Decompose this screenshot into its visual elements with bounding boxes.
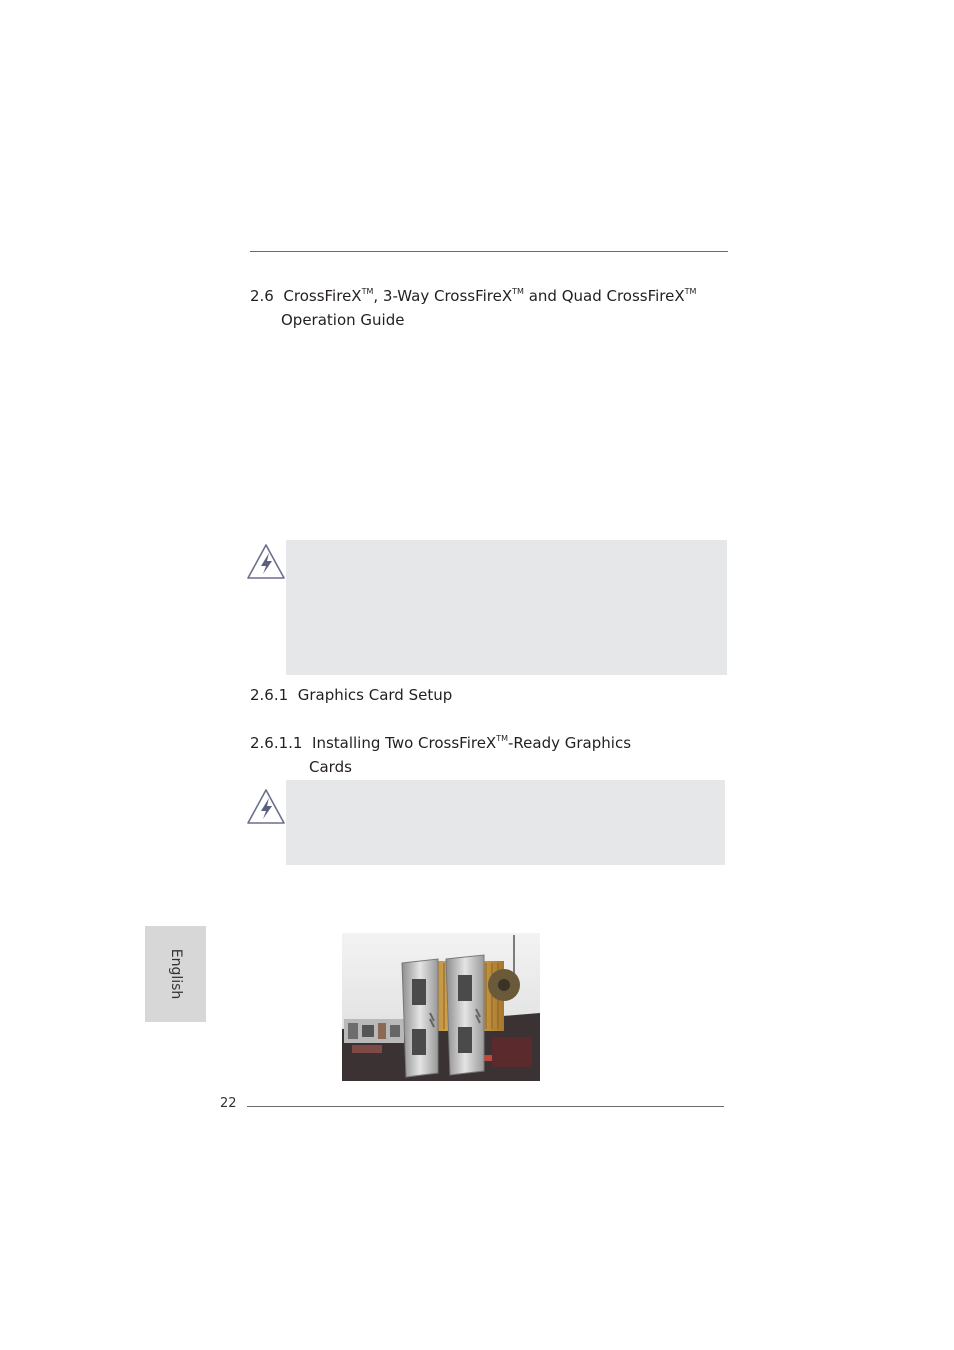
subsubsection-heading [250,731,631,755]
graphics-cards-photo [342,933,540,1081]
language-tab [145,926,206,1022]
subsubsection-title-part2: -Ready Graphics [508,734,632,752]
graphics-cards-illustration [342,933,540,1081]
section-title-part1: CrossFireX [283,287,362,305]
subsubsection-number: 2.6.1.1 [250,734,303,752]
language-label: English [167,948,184,1000]
footer-rule [247,1106,724,1107]
note-box-warning [286,540,727,675]
section-number: 2.6 [250,287,274,305]
header-rule [250,251,728,252]
trademark-mark: TM [512,287,524,296]
subsection-title: Graphics Card Setup [297,686,453,704]
warning-lightning-icon [246,788,286,826]
note-box-caution [286,780,725,865]
page-number: 22 [220,1096,237,1111]
trademark-mark: TM [684,287,697,296]
subsubsection-title-part1: Installing Two CrossFireX [312,734,497,752]
subsection-heading [250,683,452,707]
warning-lightning-icon [246,543,286,581]
section-title-part2: , 3-Way CrossFireX [373,287,513,305]
section-title-line2: Operation Guide [281,311,405,329]
trademark-mark: TM [496,734,509,743]
subsubsection-title-line2: Cards [309,758,352,776]
section-heading [250,284,696,308]
trademark-mark: TM [361,287,374,296]
section-title-part3: and Quad CrossFireX [523,287,685,305]
subsection-number: 2.6.1 [250,686,289,704]
